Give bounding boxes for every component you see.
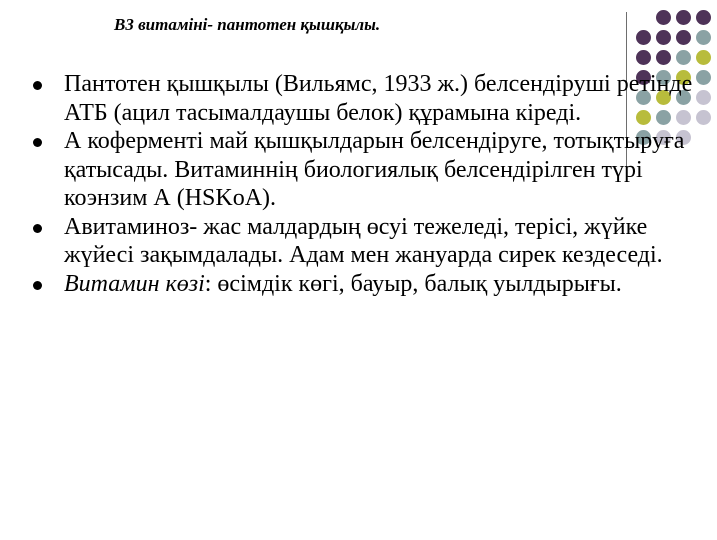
- bullet-list: [33, 70, 693, 298]
- decor-dot: [636, 30, 651, 45]
- bullet-icon: [33, 81, 42, 90]
- decor-dot: [696, 90, 711, 105]
- bullet-lead-italic: Витамин көзі: [64, 270, 205, 297]
- decor-dot: [696, 30, 711, 45]
- decor-dot: [656, 50, 671, 65]
- bullet-item: [33, 270, 693, 299]
- bullet-item: [33, 70, 693, 127]
- bullet-text: Пантотен қышқылы (Вильямс, 1933 ж.) белсендіруші ретінде АТБ (ацил тасымалдаушы белок) құрамына кіреді.: [64, 71, 693, 126]
- bullet-item: [33, 127, 693, 213]
- bullet-icon: [33, 281, 42, 290]
- bullet-icon: [33, 224, 42, 233]
- decor-dot: [676, 30, 691, 45]
- slide-title: B3 витаміні- пантотен қышқылы.: [114, 15, 381, 34]
- decor-dot: [676, 10, 691, 25]
- decor-dot: [696, 50, 711, 65]
- bullet-text: : өсімдік көгі, бауыр, балық уылдырығы.: [204, 270, 622, 297]
- decor-dot: [656, 10, 671, 25]
- decor-dot: [656, 30, 671, 45]
- decor-dot: [696, 70, 711, 85]
- decor-dot: [676, 50, 691, 65]
- bullet-icon: [33, 138, 42, 147]
- bullet-item: [33, 213, 693, 270]
- decor-dot: [636, 50, 651, 65]
- bullet-text: Авитаминоз- жас малдардың өсуі тежеледі, терісі, жүйке жүйесі зақымдалады. Адам мен жануарда сирек кездеседі.: [64, 213, 663, 268]
- bullet-text: А коферменті май қышқылдарын белсендіруге, тотықтыруға қатысады. Витаминнің биологиялық белсендірілген түрі коэнзим А (HSKoA).: [64, 128, 685, 211]
- decor-dot: [696, 10, 711, 25]
- decor-dot: [696, 110, 711, 125]
